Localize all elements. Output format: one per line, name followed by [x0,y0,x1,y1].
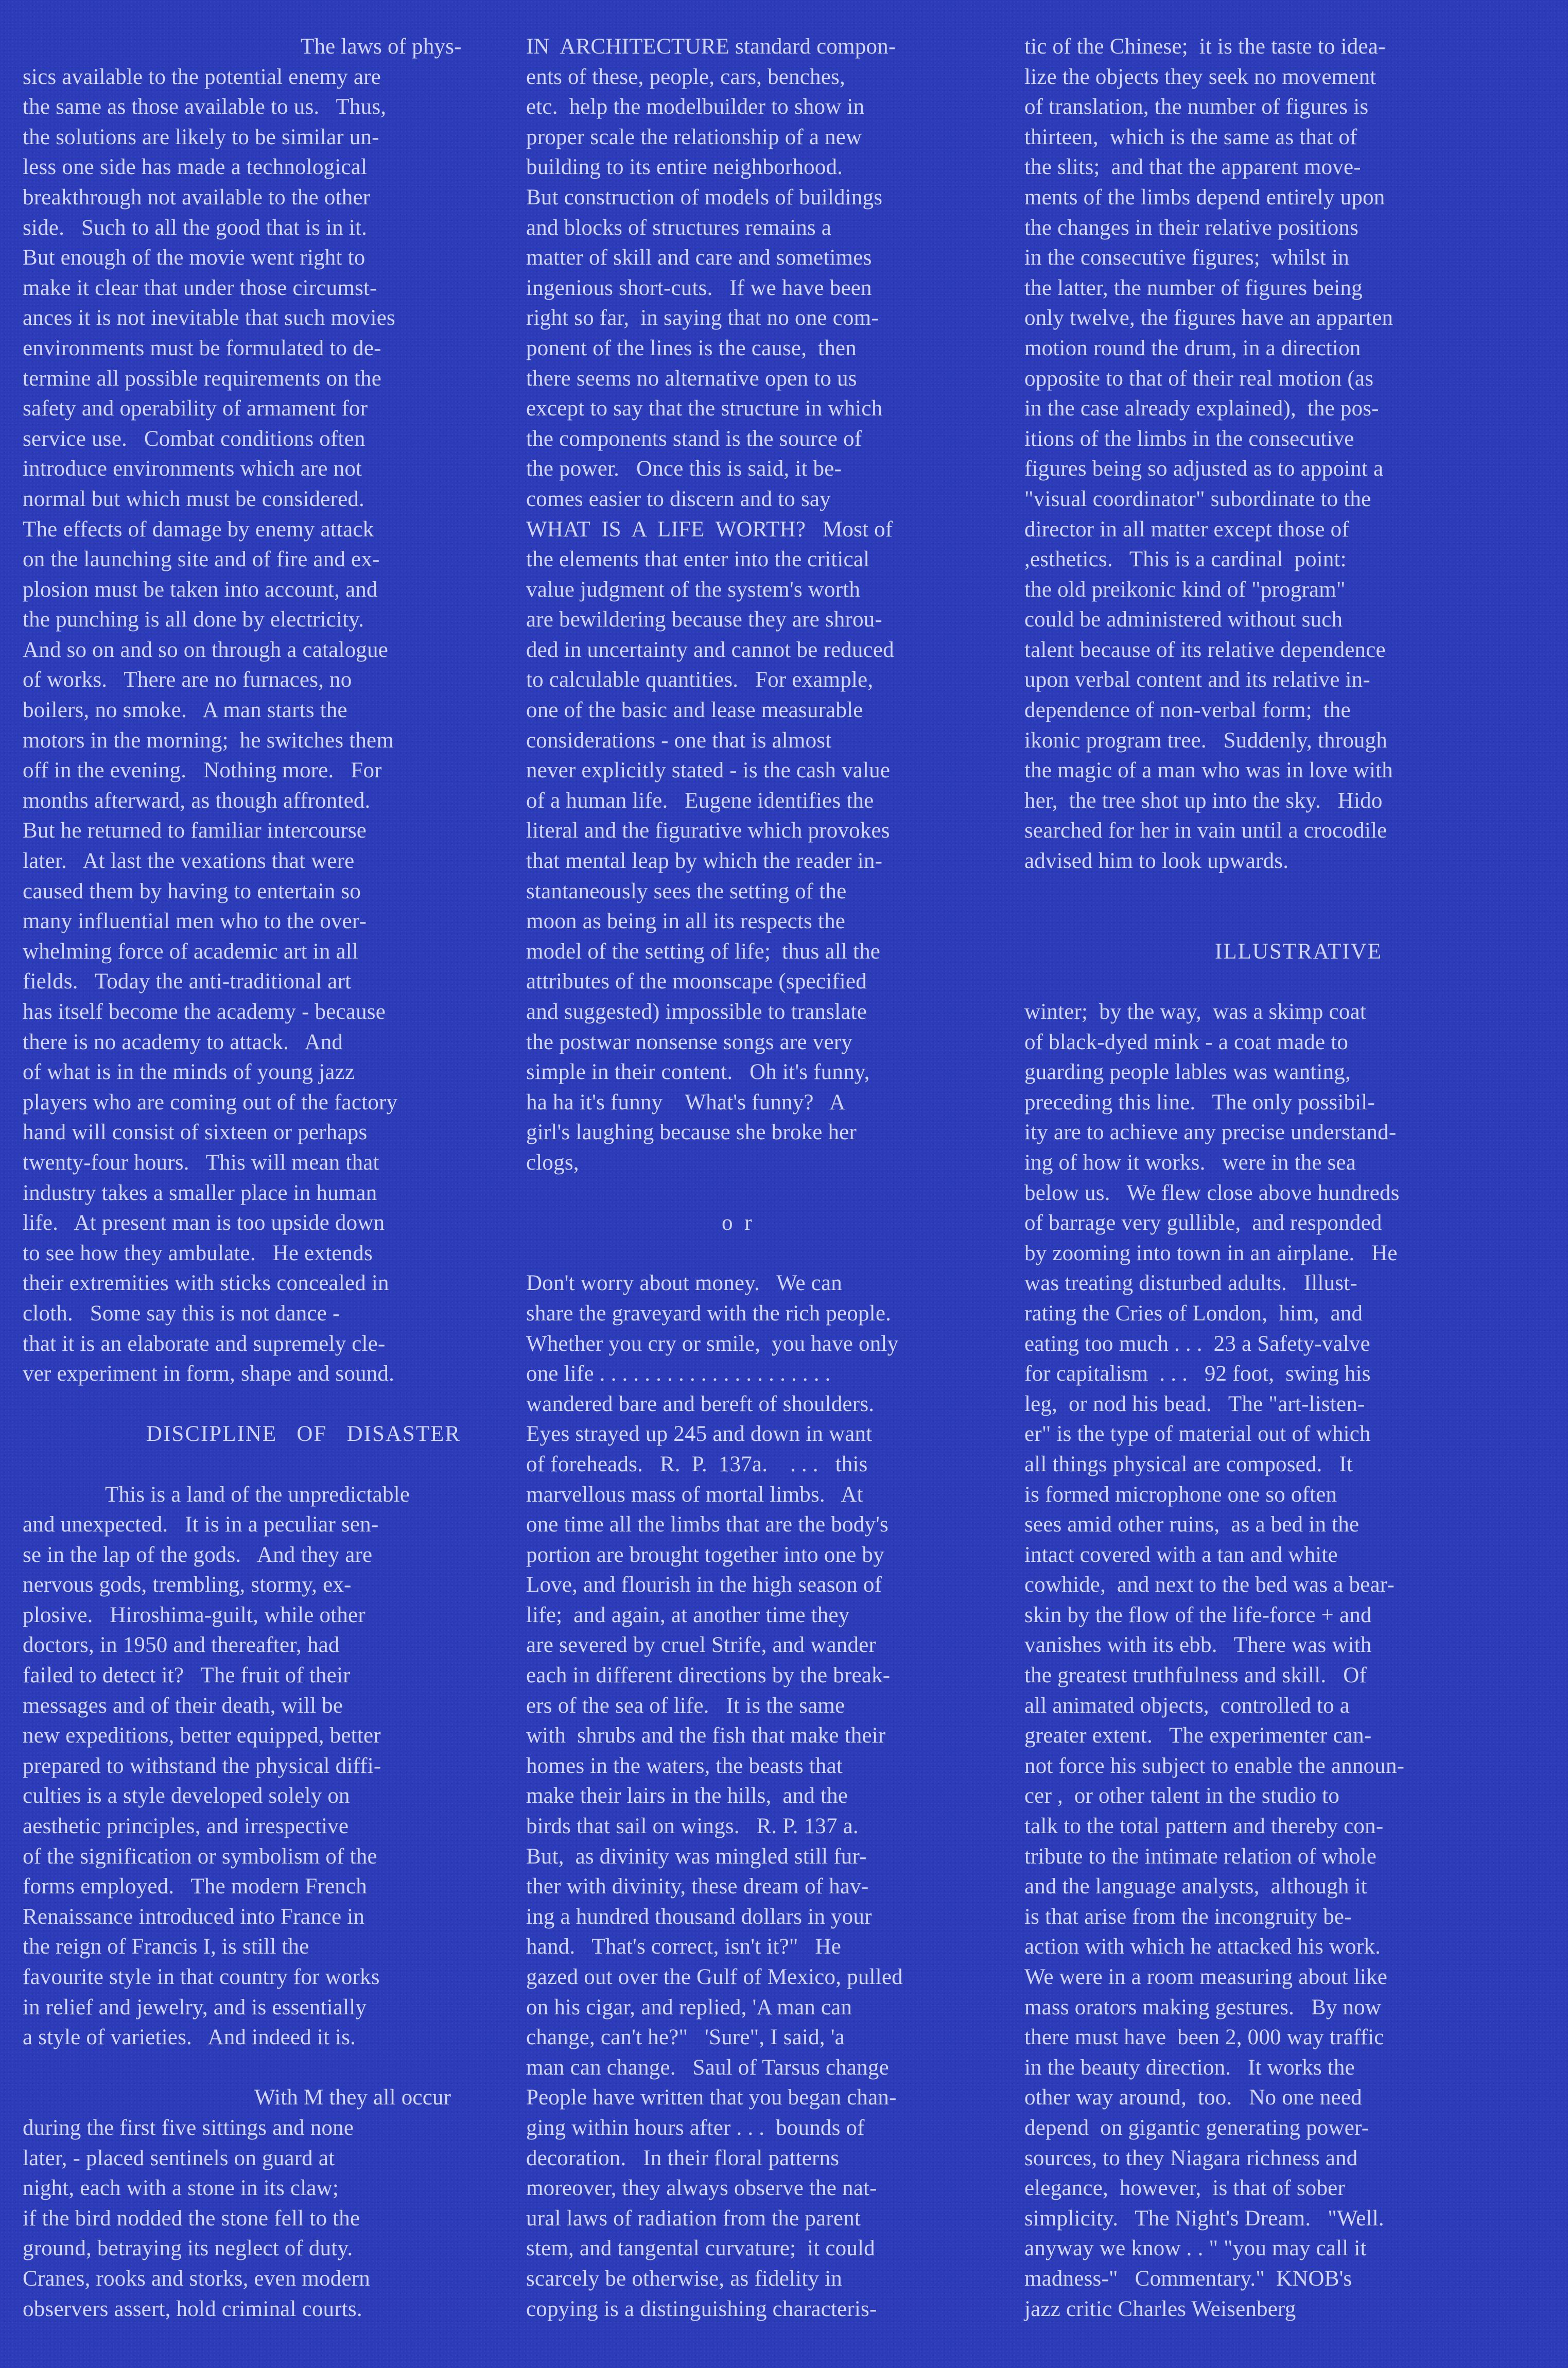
text-line: ponent of the lines is the cause, then [526,336,857,360]
text-line: by zooming into town in an airplane. He [1024,1241,1398,1265]
text-line: caused them by having to entertain so [23,879,361,903]
text-line: the latter, the number of figures being [1024,275,1363,300]
text-line: But, as divinity was mingled still fur- [526,1844,867,1869]
text-line: wandered bare and bereft of shoulders. [526,1391,875,1416]
text-column-2 [526,32,1020,2324]
text-line: tribute to the intimate relation of whole [1024,1844,1377,1869]
text-line: vanishes with its ebb. There was with [1024,1633,1372,1658]
text-line: side. Such to all the good that is in it. [23,215,368,240]
text-line: comes easier to discern and to say [526,486,831,511]
text-line: has itself become the academy - because [23,1000,386,1024]
text-line: messages and of their death, will be [23,1693,343,1718]
text-line: figures being so adjusted as to appoint a [1024,457,1384,481]
section-heading: ILLUSTRATIVE [1215,939,1382,964]
blank-line [526,1239,1020,1269]
text-line: all things physical are composed. It [1024,1452,1353,1476]
text-line: right so far, in saying that no one com- [526,306,879,330]
text-line: value judgment of the system's worth [526,577,861,602]
text-line: We were in a room measuring about like [1024,1965,1388,1989]
text-line: er" is the type of material out of which [1024,1422,1371,1447]
text-line: only twelve, the figures have an apparten [1024,306,1393,330]
text-line: the reign of Francis I, is still the [23,1935,309,1959]
text-line: make it clear that under those circumst- [23,275,377,300]
text-line: ther with divinity, these dream of hav- [526,1874,869,1899]
text-line: share the graveyard with the rich people. [526,1301,892,1326]
text-line: many influential men who to the over- [23,909,367,934]
text-line: the magic of a man who was in love with [1024,758,1393,783]
text-column-1 [23,32,512,2324]
text-line: of black-dyed mink - a coat made to [1024,1030,1349,1054]
text-line: guarding people lables was wanting, [1024,1060,1351,1085]
text-line: But he returned to familiar intercourse [23,819,367,843]
text-line: termine all possible requirements on the [23,366,382,391]
text-line: of a human life. Eugene identifies the [526,788,874,813]
text-line: etc. help the modelbuilder to show in [526,95,865,119]
text-line: attributes of the moonscape (specified [526,969,867,994]
blank-line [23,2053,512,2083]
text-line: less one side has made a technological [23,155,368,180]
text-line: if the bird nodded the stone fell to the [23,2206,360,2231]
text-line: players who are coming out of the factory [23,1090,398,1115]
text-line: with shrubs and the fish that make their [526,1723,886,1748]
text-line: girl's laughing because she broke her [526,1120,857,1145]
text-line: WHAT IS A LIFE WORTH? Most of [526,517,893,542]
text-line: ents of these, people, cars, benches, [526,64,845,89]
text-line: life; and again, at another time they [526,1603,850,1627]
text-line: copying is a distinguishing characteris- [526,2296,877,2321]
text-line: service use. Combat conditions often [23,426,365,451]
text-line: and suggested) impossible to translate [526,1000,867,1024]
text-line: moreover, they always observe the nat- [526,2176,877,2201]
text-line: in the case already explained), the pos- [1024,396,1379,421]
text-line: the elements that enter into the critical [526,547,870,572]
text-line: environments must be formulated to de- [23,336,381,360]
text-line: Don't worry about money. We can [526,1271,842,1296]
text-line: change, can't he?" 'Sure", I said, 'a [526,2025,845,2050]
text-line: scarcely be otherwise, as fidelity in [526,2266,842,2291]
text-line: boilers, no smoke. A man starts the [23,698,347,723]
text-line: dependence of non-verbal form; the [1024,698,1351,723]
text-line: lize the objects they seek no movement [1024,64,1377,89]
text-line: sees amid other ruins, as a bed in the [1024,1512,1360,1537]
text-line: gazed out over the Gulf of Mexico, pulled [526,1965,903,1989]
text-line: Eyes strayed up 245 and down in want [526,1422,873,1447]
text-line: could be administered without such [1024,607,1343,632]
text-line: The laws of phys- [301,34,462,59]
text-line: except to say that the structure in which [526,396,883,421]
text-line: Renaissance introduced into France in [23,1904,365,1929]
text-line: ded in uncertainty and cannot be reduced [526,637,894,662]
text-line: is that arise from the incongruity be- [1024,1904,1352,1929]
text-line: Whether you cry or smile, you have only [526,1331,899,1356]
text-line: not force his subject to enable the announ- [1024,1753,1405,1778]
text-line: night, each with a stone in its claw; [23,2176,339,2201]
text-line: there must have been 2, 000 way traffic [1024,2025,1384,2050]
text-line: never explicitly stated - is the cash value [526,758,891,783]
text-line: to see how they ambulate. He extends [23,1241,373,1265]
text-line: man can change. Saul of Tarsus change [526,2055,889,2080]
text-line: ikonic program tree. Suddenly, through [1024,728,1388,753]
text-line: the power. Once this is said, it be- [526,457,842,481]
text-line: ging within hours after . . . bounds of [526,2115,865,2140]
text-line: simple in their content. Oh it's funny, [526,1060,870,1085]
text-line: motors in the morning; he switches them [23,728,394,753]
text-line: in the beauty direction. It works the [1024,2055,1355,2080]
text-line: during the first five sittings and none [23,2115,354,2140]
text-line: observers assert, hold criminal courts. [23,2296,362,2321]
text-line: the postwar nonsense songs are very [526,1030,852,1054]
text-line: sics available to the potential enemy are [23,64,381,89]
text-line: madness-" Commentary." KNOB's [1024,2266,1352,2291]
text-line: homes in the waters, the beasts that [526,1753,843,1778]
text-column-3 [1024,32,1534,2324]
text-line: considerations - one that is almost [526,728,832,753]
text-line: ments of the limbs depend entirely upon [1024,185,1385,210]
text-line: the greatest truthfulness and skill. Of [1024,1663,1367,1688]
text-line: advised him to look upwards. [1024,849,1289,874]
text-line: simplicity. The Night's Dream. "Well. [1024,2206,1384,2231]
text-line: twenty-four hours. This will mean that [23,1150,379,1175]
text-line: ver experiment in form, shape and sound. [23,1362,395,1386]
text-line: Cranes, rooks and storks, even modern [23,2266,370,2291]
text-line: there seems no alternative open to us [526,366,857,391]
text-line: talk to the total pattern and thereby con- [1024,1814,1384,1839]
text-line: the slits; and that the apparent move- [1024,155,1361,180]
text-line: are severed by cruel Strife, and wander [526,1633,876,1658]
text-line: was treating disturbed adults. Illust- [1024,1271,1357,1296]
text-line: model of the setting of life; thus all the [526,939,881,964]
text-line: other way around, too. No one need [1024,2085,1362,2110]
text-line: ity are to achieve any precise understand- [1024,1120,1397,1145]
text-line: literal and the figurative which provokes [526,819,890,843]
text-line: intact covered with a tan and white [1024,1542,1338,1567]
text-line: ances it is not inevitable that such movies [23,306,395,330]
text-line: thirteen, which is the same as that of [1024,125,1357,149]
text-line: eating too much . . . 23 a Safety-valve [1024,1331,1370,1356]
blank-line [1024,877,1534,907]
text-line: ,esthetics. This is a cardinal point: [1024,547,1347,572]
text-line: that mental leap by which the reader in- [526,849,883,874]
text-line: one time all the limbs that are the body's [526,1512,888,1537]
text-line: ground, betraying its neglect of duty. [23,2236,353,2261]
text-line: stem, and tangental curvature; it could [526,2236,875,2261]
text-line: cer , or other talent in the studio to [1024,1784,1340,1808]
text-line: below us. We flew close above hundreds [1024,1180,1400,1205]
text-line: se in the lap of the gods. And they are [23,1542,373,1567]
text-line: decoration. In their floral patterns [526,2146,840,2170]
text-line: the solutions are likely to be similar un- [23,125,379,149]
text-line: clogs, [526,1150,579,1175]
text-line: breakthrough not available to the other [23,185,371,210]
separator-text: o r [722,1211,755,1235]
text-line: each in different directions by the break- [526,1663,891,1688]
text-line: forms employed. The modern French [23,1874,367,1899]
text-line: plosion must be taken into account, and [23,577,378,602]
text-line: and unexpected. It is in a peculiar sen- [23,1512,379,1537]
text-line: one of the basic and lease measurable [526,698,863,723]
text-line: new expeditions, better equipped, better [23,1723,381,1748]
text-line: in the consecutive figures; whilst in [1024,246,1349,270]
text-line: aesthetic principles, and irrespective [23,1814,349,1839]
text-line: jazz critic Charles Weisenberg [1024,2296,1296,2321]
text-line: marvellous mass of mortal limbs. At [526,1482,863,1507]
text-line: People have written that you began chan- [526,2085,897,2110]
text-line: leg, or nod his bead. The "art-listen- [1024,1391,1365,1416]
text-line: depend on gigantic generating power- [1024,2115,1369,2140]
text-line: favourite style in that country for works [23,1965,380,1989]
text-line: sources, to they Niagara richness and [1024,2146,1358,2170]
blank-line [23,1450,512,1480]
text-line: months afterward, as though affronted. [23,788,371,813]
text-line: the same as those available to us. Thus, [23,95,387,119]
text-line: failed to detect it? The fruit of their [23,1663,351,1688]
text-line: This is a land of the unpredictable [105,1482,410,1507]
text-line: upon verbal content and its relative in- [1024,668,1370,692]
text-line: the punching is all done by electricity. [23,607,364,632]
text-line: of works. There are no furnaces, no [23,668,352,692]
text-line: doctors, in 1950 and thereafter, had [23,1633,340,1658]
text-line: a style of varieties. And indeed it is. [23,2025,356,2050]
text-line: stantaneously sees the setting of the [526,879,847,903]
text-line: proper scale the relationship of a new [526,125,862,149]
blank-line [23,1389,512,1420]
text-line: greater extent. The experimenter can- [1024,1723,1372,1748]
text-line: in relief and jewelry, and is essentially [23,1995,367,2019]
text-line: ingenious short-cuts. If we have been [526,275,872,300]
text-line: winter; by the way, was a skimp coat [1024,1000,1366,1024]
text-line: and blocks of structures remains a [526,215,832,240]
text-line: IN ARCHITECTURE standard compon- [526,34,896,59]
text-line: ha ha it's funny What's funny? A [526,1090,846,1115]
text-line: tic of the Chinese; it is the taste to idea- [1024,34,1386,59]
text-line: matter of skill and care and sometimes [526,246,872,270]
section-heading: DISCIPLINE OF DISASTER [146,1422,461,1447]
text-line: on the launching site and of fire and ex- [23,547,380,572]
text-line: of translation, the number of figures is [1024,95,1369,119]
text-line: on his cigar, and replied, 'A man can [526,1995,852,2019]
text-line: that it is an elaborate and supremely cle- [23,1331,386,1356]
text-line: ing of how it works. were in the sea [1024,1150,1356,1175]
text-line: ural laws of radiation from the parent [526,2206,861,2231]
text-line: director in all matter except those of [1024,517,1349,542]
text-line: "visual coordinator" subordinate to the [1024,486,1371,511]
text-line: anyway we know . . " "you may call it [1024,2236,1367,2261]
blank-line [526,1178,1020,1209]
text-line: normal but which must be considered. [23,486,364,511]
text-line: to calculable quantities. For example, [526,668,874,692]
text-line: there is no academy to attack. And [23,1030,343,1054]
text-line: prepared to withstand the physical diffi- [23,1753,381,1778]
text-line: all animated objects, controlled to a [1024,1693,1350,1718]
text-line: With M they all occur [254,2085,451,2110]
text-line: her, the tree shot up into the sky. Hido [1024,788,1383,813]
text-line: searched for her in vain until a crocodile [1024,819,1387,843]
text-line: itions of the limbs in the consecutive [1024,426,1354,451]
text-line: the old preikonic kind of "program" [1024,577,1346,602]
text-line: portion are brought together into one by [526,1542,884,1567]
text-line: preceding this line. The only possibil- [1024,1090,1375,1115]
text-line: introduce environments which are not [23,457,362,481]
text-line: action with which he attacked his work. [1024,1935,1381,1959]
text-line: of barrage very gullible, and responded [1024,1211,1382,1235]
text-line: Love, and flourish in the high season of [526,1573,882,1597]
text-line: the changes in their relative positions [1024,215,1359,240]
text-line: safety and operability of armament for [23,396,368,421]
text-line: whelming force of academic art in all [23,939,359,964]
text-line: birds that sail on wings. R. P. 137 a. [526,1814,859,1839]
text-line: later. At last the vexations that were [23,849,355,874]
text-line: one life . . . . . . . . . . . . . . . . . . . . . [526,1362,831,1386]
text-line: culties is a style developed solely on [23,1784,350,1808]
blank-line [1024,907,1534,937]
text-line: fields. Today the anti-traditional art [23,969,352,994]
text-line: for capitalism . . . 92 foot, swing his [1024,1362,1371,1386]
blank-line [1024,967,1534,997]
text-line: ing a hundred thousand dollars in your [526,1904,872,1929]
text-line: of foreheads. R. P. 137a. . . . this [526,1452,868,1476]
text-line: and the language analysts, although it [1024,1874,1367,1899]
text-line: moon as being in all its respects the [526,909,846,934]
text-line: motion round the drum, in a direction [1024,336,1361,360]
text-line: nervous gods, trembling, stormy, ex- [23,1573,352,1597]
text-line: of what is in the minds of young jazz [23,1060,355,1085]
text-line: off in the evening. Nothing more. For [23,758,382,783]
text-line: elegance, however, is that of sober [1024,2176,1345,2201]
text-line: their extremities with sticks concealed in [23,1271,389,1296]
text-line: opposite to that of their real motion (as [1024,366,1374,391]
text-line: talent because of its relative dependence [1024,637,1386,662]
text-line: rating the Cries of London, him, and [1024,1301,1363,1326]
text-line: cloth. Some say this is not dance - [23,1301,340,1326]
text-line: mass orators making gestures. By now [1024,1995,1382,2019]
text-line: But construction of models of buildings [526,185,883,210]
text-line: make their lairs in the hills, and the [526,1784,848,1808]
text-line: hand. That's correct, isn't it?" He [526,1935,842,1959]
text-line: plosive. Hiroshima-guilt, while other [23,1603,365,1627]
text-line: are bewildering because they are shrou- [526,607,882,632]
text-line: life. At present man is too upside down [23,1211,385,1235]
text-line: industry takes a smaller place in human [23,1180,377,1205]
text-line: skin by the flow of the life-force + and [1024,1603,1372,1627]
text-line: later, - placed sentinels on guard at [23,2146,335,2170]
text-line: cowhide, and next to the bed was a bear- [1024,1573,1395,1597]
text-line: building to its entire neighborhood. [526,155,843,180]
text-line: And so on and so on through a catalogue [23,637,388,662]
text-line: hand will consist of sixteen or perhaps [23,1120,368,1145]
text-line: is formed microphone one so often [1024,1482,1337,1507]
text-line: the components stand is the source of [526,426,862,451]
text-line: The effects of damage by enemy attack [23,517,374,542]
text-line: ers of the sea of life. It is the same [526,1693,845,1718]
text-line: of the signification or symbolism of the [23,1844,377,1869]
text-line: But enough of the movie went right to [23,246,365,270]
